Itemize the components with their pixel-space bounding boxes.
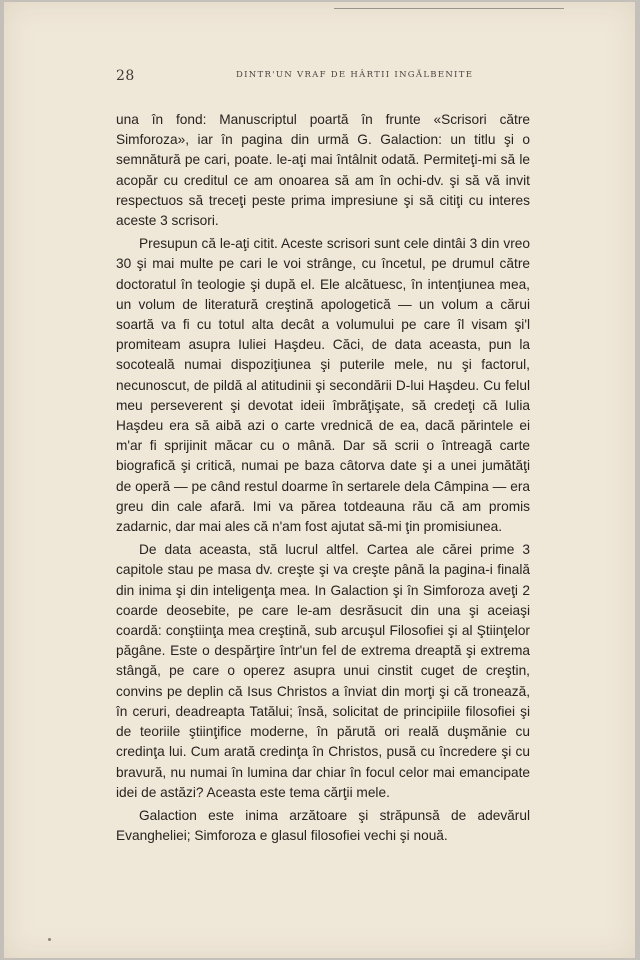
- paragraph-4: Galaction este inima arzătoare şi străpunsă de adevărul Evangheliei; Simforoza e glasul filosofiei vechi şi nouă.: [116, 807, 530, 844]
- body-text: [116, 110, 530, 849]
- book-page: [4, 2, 635, 958]
- top-edge-line: [334, 8, 564, 9]
- paragraph-1: una în fond: Manuscriptul poartă în frunte «Scrisori către Simforoza», iar în pagina din urmă G. Galaction: un titlu şi o semnătură pe cari, poate. le-aţi mai întâlnit odată. Permiteţi-mi să le acopăr cu creditul ce am onoarea să am în ochi-dv. şi să vă invit respectuos să treceţi peste prima impresiune şi să citiţi cu interes aceste 3 scrisori.: [116, 112, 530, 229]
- page-header: [116, 68, 530, 88]
- paragraph-2: Presupun că le-aţi citit. Aceste scrisori sunt cele dintâi 3 din vreo 30 şi mai multe pe cari le voi strânge, cu încetul, pe drumul către doctoratul în teologie şi după el. Ele alcătuesc, în intenţiunea mea, un volum de literatură creştină apologetică — un volum a cărui soartă va fi cu totul alta decât a volumului pe care îl visam şi'l promiteam asupra Iuliei Haşdeu. Căci, de data aceasta, pun la socoteală numai dispoziţiunea şi puterile mele, nu şi factorul, necunoscut, de pildă al atitudinii şi secondării D-lui Haşdeu. Cu felul meu perseverent şi devotat ideii îmbrăţişate, să credeţi că Iulia Haşdeu era să aibă azi o carte vrednică de ea, dacă părintele ei m'ar fi sprijinit măcar cu o mână. Dar să scrii o întreagă carte biografică şi critică, numai pe baza câtorva date şi a unei jumătăţi de operă — pe când restul doarme în sertarele dela Câmpina — era greu din cale afară. Imi va părea totdeauna rău că am promis zadarnic, dar mai ales că n'am fost ajutat să-mi ţin promisiunea.: [116, 236, 530, 535]
- running-head: DINTR'UN VRAF DE HÂRTII INGĂLBENITE: [236, 70, 474, 80]
- scan-speck: [48, 938, 51, 941]
- page-number: 28: [116, 68, 135, 84]
- paragraph-3: De data aceasta, stă lucrul altfel. Cartea ale cărei prime 3 capitole stau pe masa dv. creşte şi va creşte până la pagina-i finală din inima şi din inteligenţa mea. In Galaction şi în Simforoza aveţi 2 coarde deosebite, pe care le-am desrăsucit din una şi aceiaşi coardă: conştiinţa mea creştină, sub arcuşul Filosofiei şi al Ştiinţelor păgâne. Este o despărţire într'un fel de extrema dreaptă şi extrema stângă, pe care o operez asupra unui cinstit cuget de creştin, convins pe deplin că Isus Christos a înviat din morţi şi că tronează, în ceruri, deadreapta Tatălui; însă, solicitat de principiile filosofiei şi de teoriile ştiinţifice moderne, în părută ori reală duşmănie cu credinţa lui. Cum arată credinţa în Christos, pusă cu încredere şi cu bravură, nu numai în lumina dar chiar în focul celor mai emancipate idei de astăzi? Aceasta este tema cărţii mele.: [116, 542, 530, 800]
